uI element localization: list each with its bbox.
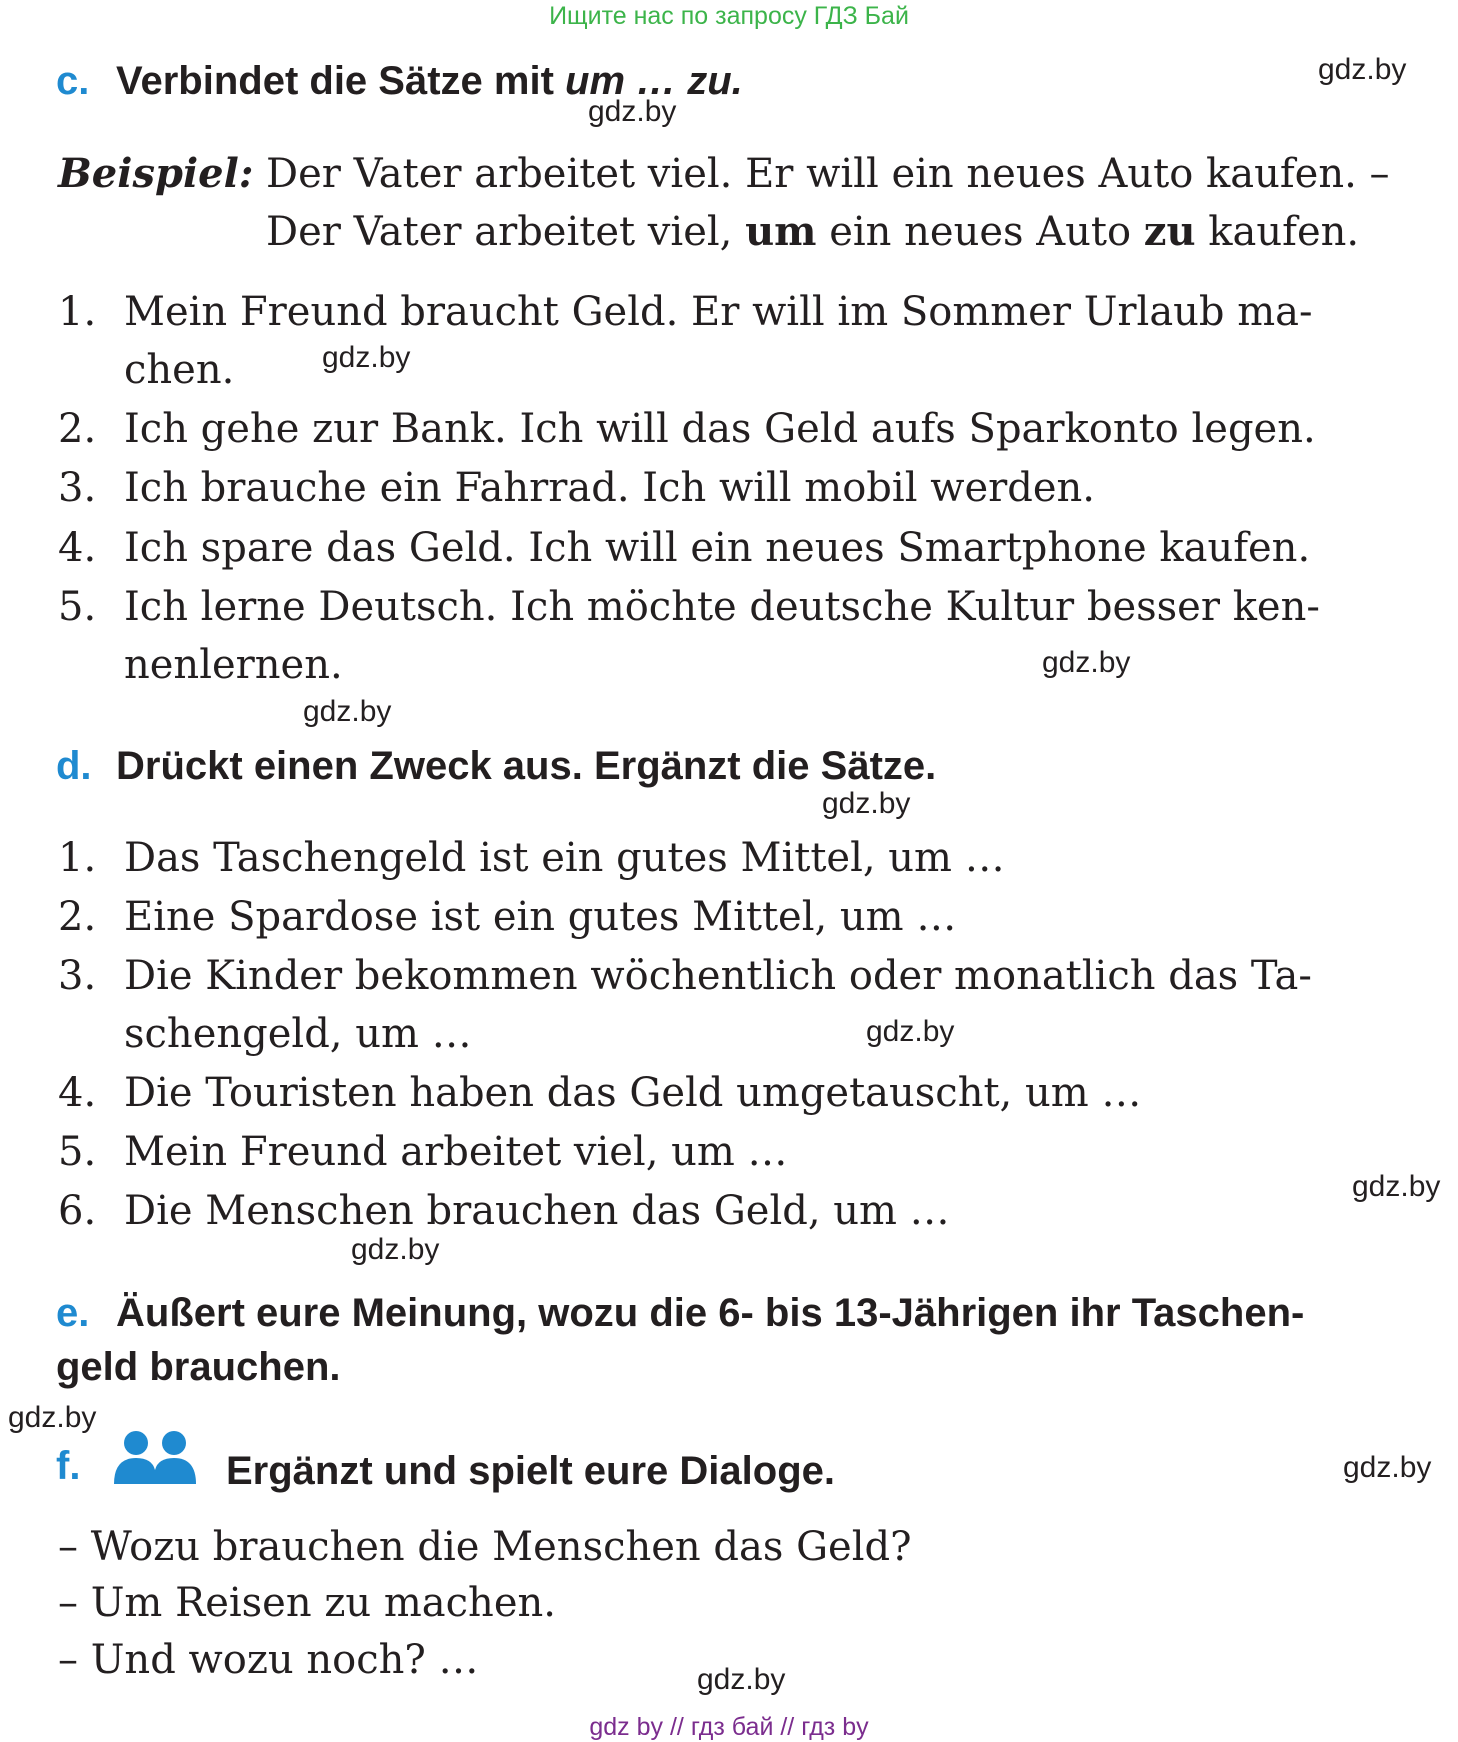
example-line-2: Der Vater arbeitet viel, um ein neues Auto zu kaufen. [266,208,1360,255]
watermark: gdz.by [1352,1170,1441,1203]
watermark: gdz.by [1042,646,1131,679]
section-c-heading [56,57,743,105]
watermark: gdz.by [8,1401,97,1434]
list-item: 1. Mein Freund braucht Geld. Er will im Sommer Urlaub ma- [58,289,1313,335]
list-item: 4. Die Touristen haben das Geld umgetauscht, um … [58,1070,1142,1116]
list-item-continuation: chen. [124,347,235,393]
list-item-continuation: nenlernen. [124,642,343,688]
watermark: gdz.by [1343,1451,1432,1484]
section-e-title-line-1: Äußert eure Meinung, wozu die 6- bis 13-Jährigen ihr Taschen- [116,1291,1305,1335]
watermark: gdz.by [322,341,411,374]
watermark: gdz.by [1318,53,1407,86]
top-banner: Ищите нас по запросу ГДЗ Бай [549,2,909,30]
section-c-title: Verbindet die Sätze mit [116,59,566,103]
section-letter: d. [56,744,92,788]
example-line-1: Der Vater arbeitet viel. Er will ein neues Auto kaufen. – [266,151,1390,197]
watermark: gdz.by [697,1663,786,1696]
watermark: gdz.by [303,695,392,728]
section-d-heading [56,742,936,790]
watermark: gdz.by [588,95,677,128]
pair-work-icon [112,1430,198,1484]
example-label: Beispiel: [58,150,254,197]
section-d-title: Drückt einen Zweck aus. Ergänzt die Sätze. [116,744,937,788]
list-item: 2. Ich gehe zur Bank. Ich will das Geld aufs Sparkonto legen. [58,406,1316,452]
watermark: gdz.by [866,1015,955,1048]
list-item: 3. Die Kinder bekommen wöchentlich oder monatlich das Ta- [58,953,1312,999]
list-item: 5. Mein Freund arbeitet viel, um … [58,1129,788,1175]
dialog-line: – Und wozu noch? … [58,1637,479,1683]
list-item: 1. Das Taschengeld ist ein gutes Mittel, um … [58,835,1005,881]
list-item: 4. Ich spare das Geld. Ich will ein neues Smartphone kaufen. [58,525,1311,571]
section-f-title: Ergänzt und spielt eure Dialoge. [226,1449,835,1493]
section-letter: e. [56,1291,90,1335]
list-item-continuation: schengeld, um … [124,1011,472,1057]
section-e-heading [56,1289,1304,1337]
dialog-line: – Wozu brauchen die Menschen das Geld? [58,1524,912,1570]
section-f-letter: f. [56,1444,81,1488]
list-item: 6. Die Menschen brauchen das Geld, um … [58,1188,950,1234]
list-item: 5. Ich lerne Deutsch. Ich möchte deutsche Kultur besser ken- [58,584,1320,630]
dialog-line: – Um Reisen zu machen. [58,1580,556,1626]
list-item: 2. Eine Spardose ist ein gutes Mittel, um … [58,894,957,940]
section-c-title-italic: um … zu. [565,59,743,103]
watermark: gdz.by [351,1233,440,1266]
section-e-title-line-2: geld brauchen. [56,1345,341,1389]
section-letter: c. [56,59,90,103]
list-item: 3. Ich brauche ein Fahrrad. Ich will mobil werden. [58,465,1095,511]
footer: gdz by // гдз бай // гдз by [589,1713,869,1741]
watermark: gdz.by [822,787,911,820]
